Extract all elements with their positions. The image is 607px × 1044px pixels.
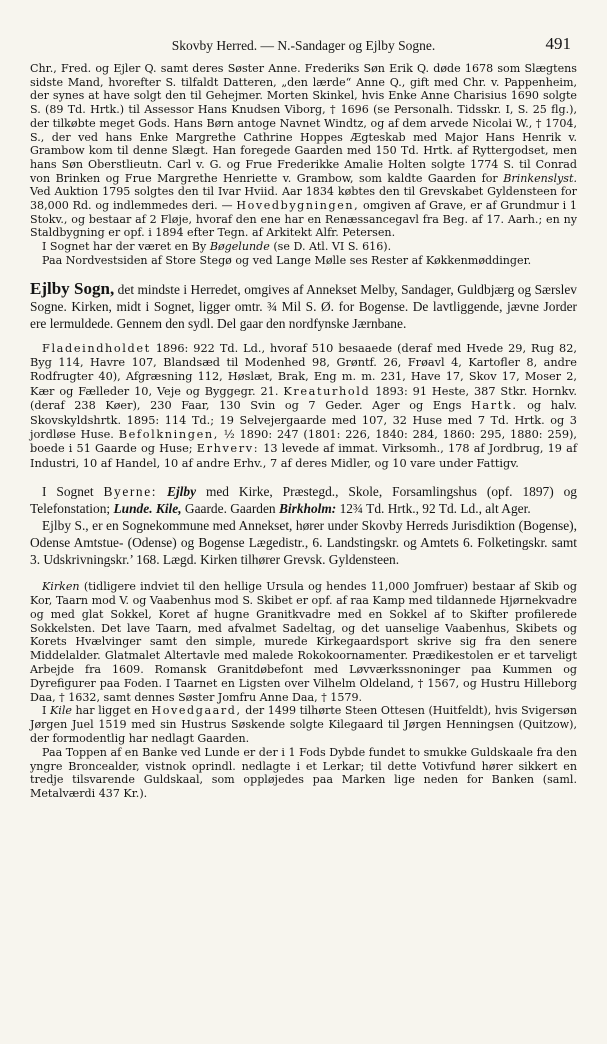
section-villages xyxy=(30,483,577,568)
text-run: med Kirke, Præstegd., Skole, Forsamlingshus (opf. 1897) og Telefonstation; xyxy=(30,484,577,517)
text-run: Chr., Fred. og Ejler Q. samt deres Søster Anne. Frederiks Søn Erik Q. døde 1678 som Slægtens sidste Mand, hvorefter S. tilfaldt Datteren, „den lærde“ Anne Q., gift med Chr. v. Pappenheim, der synes at have solgt den til Gehejmer. Morten Skinkel, hvis Enke Anne Charisius 1690 solgte S. (89 Td. Hrtk.) til Assessor Hans Knudsen Viborg, † 1696 (se Personalh. Tidsskr. I, S. 25 flg.), der tilkøbte meget Gods. Hans Børn antoge Navnet Windtz, og af dem arvede Nicolai W., † 1704, S., der ved hans Enke Margrethe Cathrine Hoppes Ægteskab med Major Hans Henrik v. Grambow kom til denne Slægt. Han foregede Gaarden med 150 Td. Hrtk. af Ryttergodset, men hans Søn Oberstlieutn. Carl v. G. og Frue Frederikke Amalie Holten solgte 1774 S. til Conrad von Brinken og Frue Margrethe Henriette v. Grambow, som kaldte Gaarden for xyxy=(30,62,577,185)
paragraph-guldskaale: Paa Toppen af en Banke ved Lunde er der i 1 Fods Dybde fundet to smukke Guldskaale fra den yngre Broncealder, vistnok oprindl. nedlagte i et Lerkar; til dette Votivfund hører sikkert en tredje tilsvarende Guldskaal, som oppløjedes paa Marken lige neden for Banken (saml. Metalværdi 437 Kr.). xyxy=(30,745,577,801)
running-header xyxy=(30,34,577,60)
italic-place-name: Bøgelunde xyxy=(209,240,270,254)
section-sandager-history xyxy=(30,62,577,268)
italic-place-name: Kile xyxy=(49,704,72,718)
text-run: omgiven af Grave, er af Grundmur i 1 Stokv., og bestaar af 2 Fløje, hvoraf den ene har en Renæssancegavl fra Beg. af 17. Aarh.; en ny Staldbygning er opf. i 1894 efter Tegn. af Arkitekt Alfr. Petersen. xyxy=(30,199,577,240)
text-run: I Sognet xyxy=(42,484,104,500)
spaced-term: Hartk. xyxy=(470,399,518,413)
italic-place-name: Birkholm: xyxy=(278,501,337,517)
text-run xyxy=(157,484,167,499)
text-run: I xyxy=(42,704,50,718)
spaced-term: Kreaturhold xyxy=(283,384,371,398)
paragraph-ejlby-sogn xyxy=(30,280,577,332)
paragraph-skovsbo-history xyxy=(30,62,577,240)
text-run: 12¾ Td. Hrtk., 92 Td. Ld., alt Ager. xyxy=(336,501,531,517)
text-run: 1893: 91 Heste, 387 Stkr. Hornkv. (deraf 238 Køer), 230 Faar, 130 Svin og 7 Geder. Ager og Engs xyxy=(30,384,577,413)
page-number: 491 xyxy=(545,34,571,53)
spaced-term: Erhverv: xyxy=(196,442,260,456)
spaced-term: Hovedbygningen, xyxy=(236,199,360,213)
italic-term: Kirken xyxy=(42,580,80,594)
text-run: der 1499 tilhørte Steen Ottesen (Huitfeldt), hvis Svigersøn Jørgen Juel 1519 med sin Hustrus Søskende solgte Kilegaard til Jørgen Henningsen (Quitzow), der formodentlig har nedlagt Gaarden. xyxy=(30,704,577,745)
text-run: I Sognet har der været en By xyxy=(42,240,210,254)
paragraph-statistics xyxy=(30,342,577,472)
section-kirken xyxy=(30,580,577,801)
text-run: Gaarde. Gaarden xyxy=(181,501,279,517)
spaced-term: Fladeindholdet xyxy=(42,341,151,355)
text-run: 1896: 922 Td. Ld., hvoraf 510 besaaede (deraf med Hvede 29, Rug 82, Byg 114, Havre 107, Blandsæd til Modenhed 98, Grøntf. 26, Frøavl 4, Kartofler 8, andre Rodfrugter 40), Afgræsning 112, Høslæt, Brak, Eng m. m. 231, Have 17, Skov 17, Moser 2, Kær og Fælleder 10, Veje og Byggegr. 21. xyxy=(30,341,577,398)
section-heading: Ejlby Sogn, xyxy=(30,278,115,298)
spaced-term: Befolkningen, xyxy=(118,427,219,441)
text-run: (se D. Atl. VI S. 616). xyxy=(269,240,392,254)
italic-place-name: Brinkenslyst. xyxy=(503,171,577,185)
text-run: har ligget en xyxy=(71,704,152,718)
paragraph-bogelunde xyxy=(30,240,577,254)
text-run: 13 levede af immat. Virksomh., 178 af Jordbrug, 19 af Industri, 10 af Handel, 10 af andre Erhv., 7 af deres Midler, og 10 vare under Fattigv. xyxy=(30,442,578,470)
text-run: (tidligere indviet til den hellige Ursula og hendes 11,000 Jomfruer) bestaar af Skib og Kor, Taarn mod V. og Vaabenhus mod S. Skibet er opf. af raa Kamp med tildannede Hjørnekvadre og med glat Sokkel, Koret af hugne Granitkvadre med en Sokkel af to Skifter profilerede Sokkelsten. Det lave Taarn, med afvalmet Sadeltag, og det uanselige Vaabenhus, Skibets og Korets Hvælvinger samt den simple, murede Kirkegaardsport skrive sig fra den senere Middelalder. Glatmalet Altertavle med malede Rokokoornamenter. Prædikestolen er et tarveligt Arbejde fra 1609. Romansk Granitdøbefont med Løvværkssnoninger paa Kummen og Dyrefigurer paa Foden. I Taarnet en Ligsten over Vilhelm Oldeland, † 1567, og Hustru Hilleborg Daa, † 1632, samt dennes Søster Jomfru Anne Daa, † 1579. xyxy=(30,580,577,704)
text-run: det mindste i Herredet, omgives af Annekset Melby, Sandager, Guldbjærg og Særslev Sogne. Kirken, midt i Sognet, ligger omtr. ¾ Mil S. Ø. for Bogense. De lavtliggende, jævne Jorder ere lermuldede. Gennem den sydl. Del gaar den nordfynske Jærnbane. xyxy=(30,281,577,331)
paragraph-kile xyxy=(30,704,577,745)
paragraph-kokkenmoddinger: Paa Nordvestsiden af Store Stegø og ved Lange Mølle ses Rester af Køkkenmøddinger. xyxy=(42,253,532,267)
italic-place-name: Ejlby xyxy=(167,484,197,500)
text-run: ½ 1890: 247 (1801: 226, 1840: 284, 1860: 295, 1880: 259), boede i 51 Gaarde og Huse; xyxy=(30,427,578,456)
text-run: Ved Auktion 1795 solgtes den til Ivar Hviid. Aar 1834 købtes den til Grevskabet Gyldensteen for 38,000 Rd. og indlemmedes deri. — xyxy=(30,185,577,213)
header-title: Skovby Herred. — N.-Sandager og Ejlby Sogne. xyxy=(171,38,436,53)
spaced-term: Byerne: xyxy=(103,484,158,500)
paragraph-kirken xyxy=(30,580,577,704)
paragraph-byerne xyxy=(30,483,577,517)
italic-place-name: Lunde. Kile, xyxy=(113,501,182,517)
text-run: og halv. Skovskyldshrtk. 1895: 114 Td.; 19 Selvejergaarde med 107, 32 Huse med 7 Td. Hrtk. og 3 jordløse Huse. xyxy=(30,399,577,441)
paragraph-sognekommune: Ejlby S., er en Sognekommune med Annekset, hører under Skovby Herreds Jurisdiktion (Bogense), Odense Amtstue- (Odense) og Bogense Lægedistr., 6. Landstingskr. og Amtets 6. Folketingskr. samt 3. Udskrivningskr.’ 168. Lægd. Kirken tilhører Grevsk. Gyldensteen. xyxy=(30,518,577,568)
spaced-term: Hovedgaard, xyxy=(151,704,242,718)
